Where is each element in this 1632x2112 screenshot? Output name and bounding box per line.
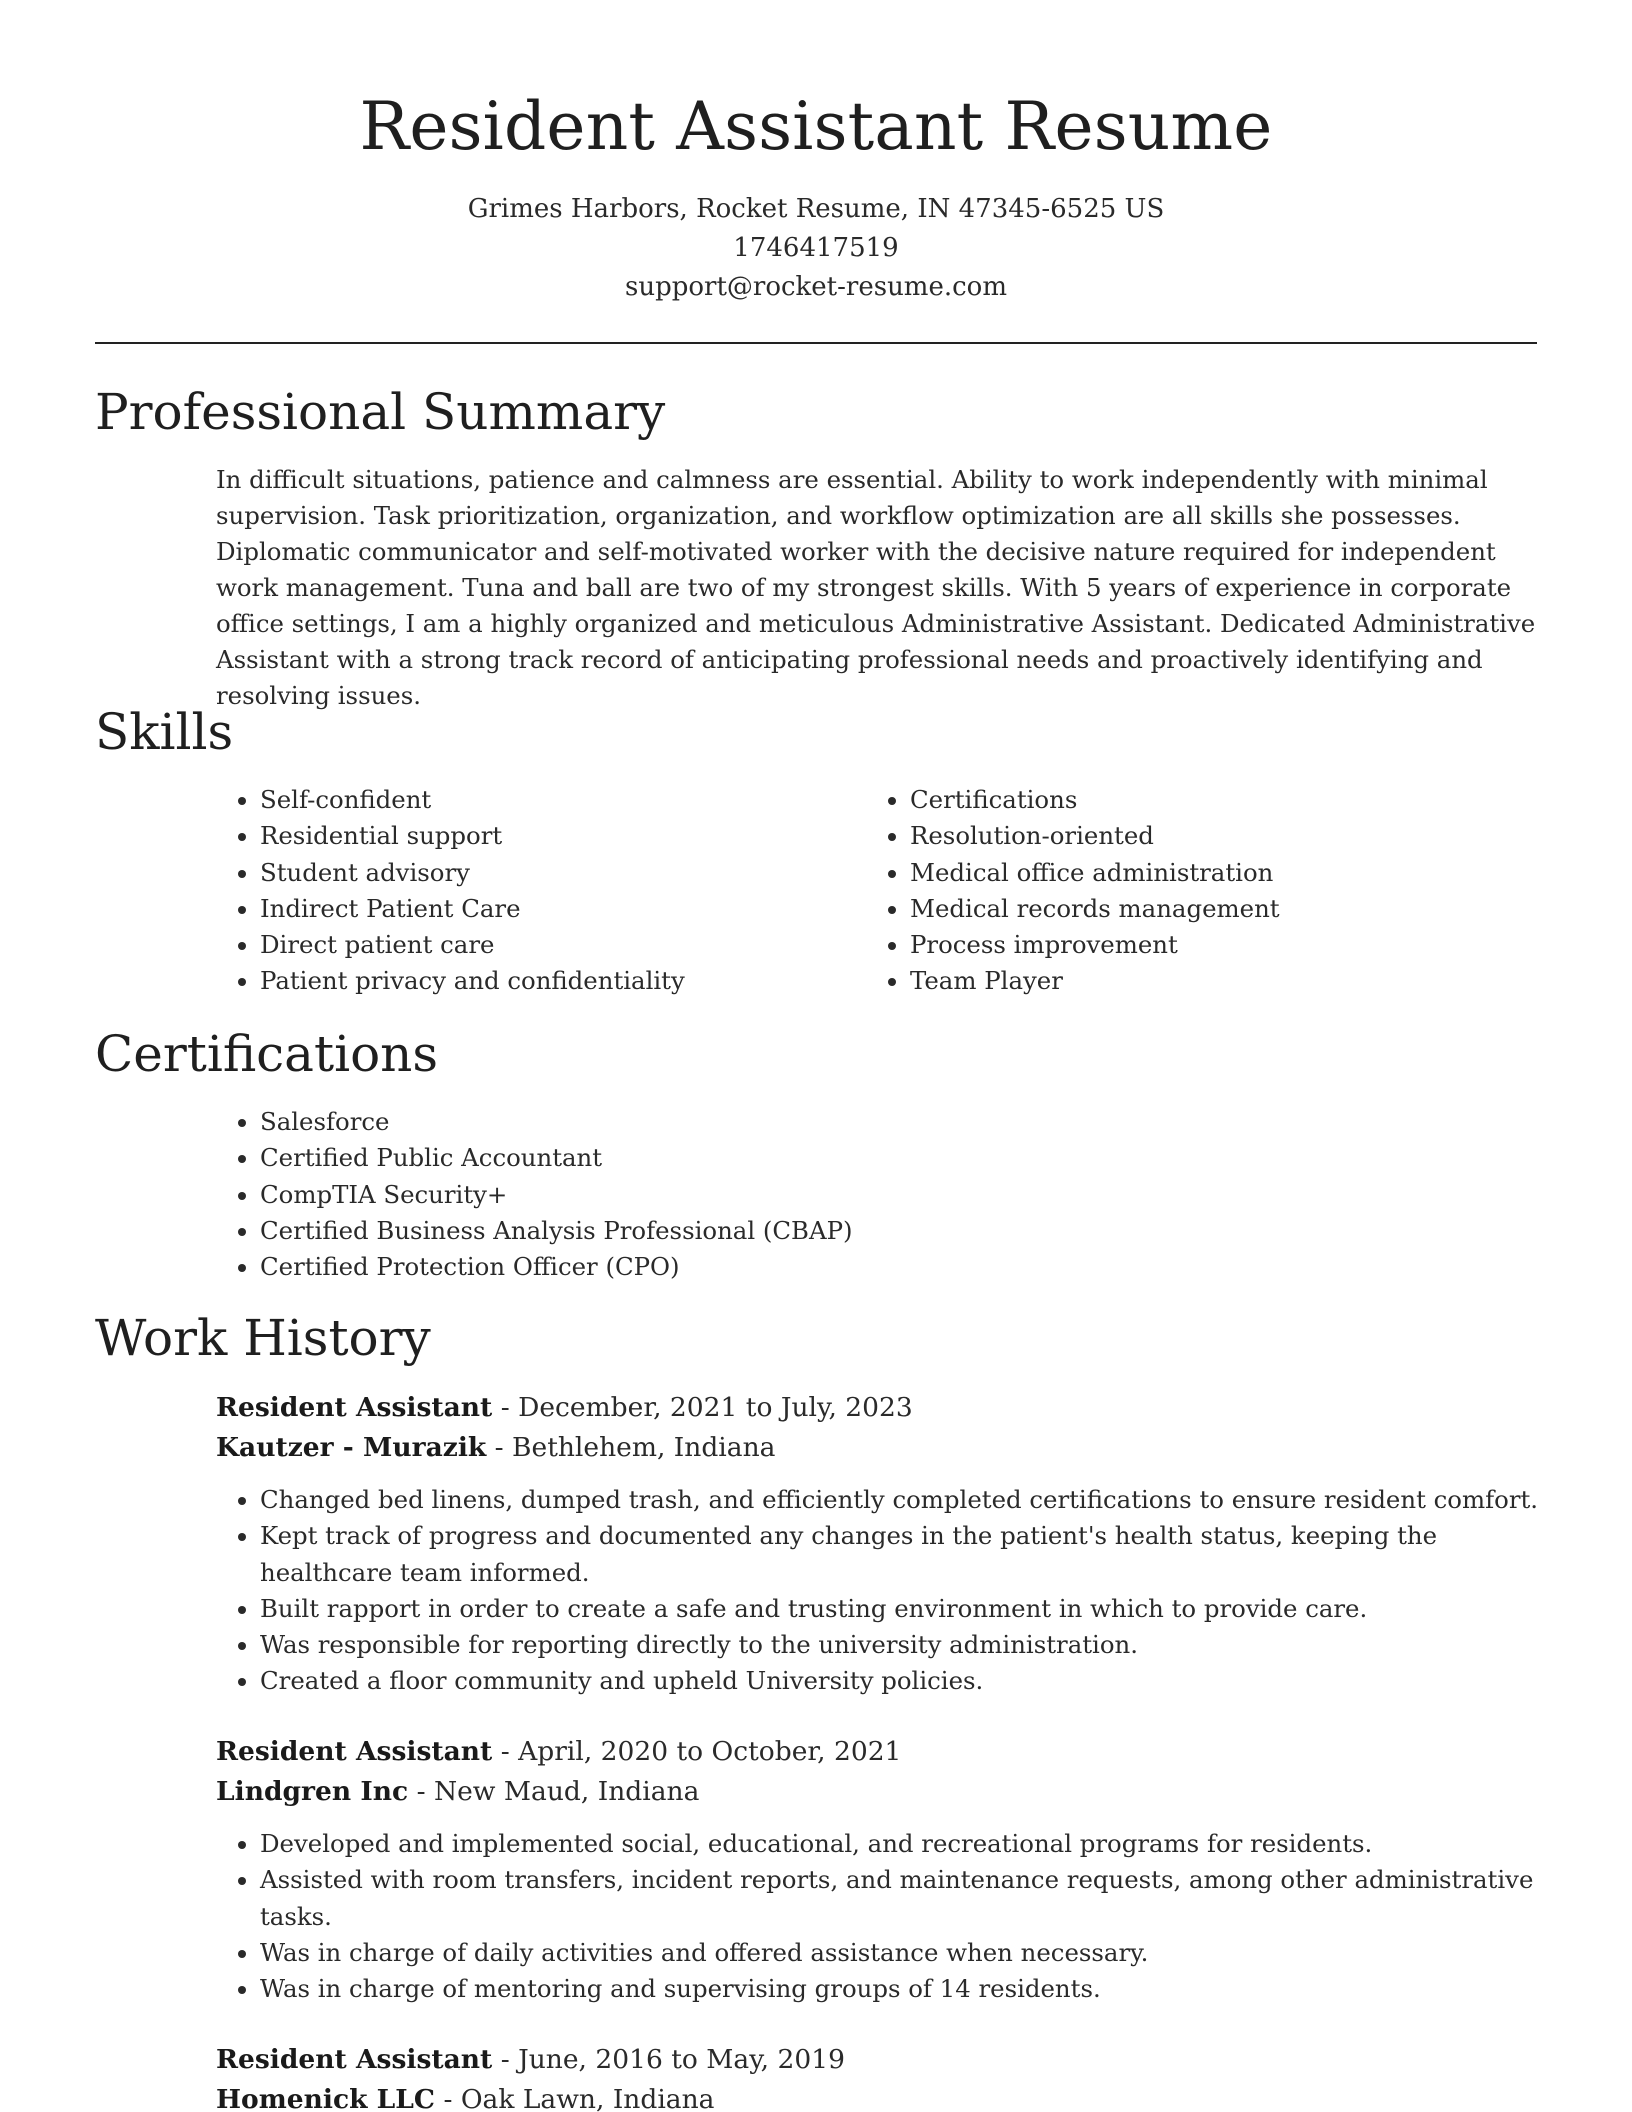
skills-list: [216, 782, 1542, 1000]
job-duty-item: • Changed bed linens, dumped trash, and efficiently completed certifications to ensure resident comfort.: [260, 1482, 1542, 1518]
job-duty-item: • Was in charge of daily activities and offered assistance when necessary.: [260, 1935, 1542, 1971]
job-dates: - April, 2020 to October, 2021: [492, 1736, 902, 1767]
summary-heading: Professional Summary: [95, 383, 666, 441]
job-company: Homenick LLC: [216, 2084, 436, 2112]
skill-item: • Patient privacy and confidentiality: [260, 963, 866, 999]
job-duty-item: • Assisted with room transfers, incident reports, and maintenance requests, among other administrative tasks.: [260, 1862, 1542, 1935]
job-duty-item: • Was responsible for reporting directly to the university administration.: [260, 1627, 1542, 1663]
job-company-line: [216, 1772, 1542, 1812]
email-text: support@rocket-resume.com: [624, 272, 1007, 302]
skills-heading: Skills: [95, 703, 234, 761]
phone-text: 1746417519: [733, 233, 899, 263]
job-duties: [216, 1826, 1542, 2007]
job-dates: - June, 2016 to May, 2019: [492, 2044, 845, 2075]
skill-item: • Medical records management: [910, 891, 1516, 927]
skill-item: • Process improvement: [910, 927, 1516, 963]
header-divider: [95, 342, 1537, 344]
job-duty-item: • Was in charge of mentoring and supervising groups of 14 residents.: [260, 1971, 1542, 2007]
certification-item: • Certified Protection Officer (CPO): [260, 1249, 1542, 1285]
skill-item: • Resolution-oriented: [910, 818, 1516, 854]
summary-text: In difficult situations, patience and calmness are essential. Ability to work independently with minimal supervision. Task prioritization, organization, and workflow optimization are all skills she possesses. Diplomatic communicator and self-motivated worker with the decisive nature required for independent work management. Tuna and ball are two of my strongest skills. With 5 years of experience in corporate office settings, I am a highly organized and meticulous Administrative Assistant. Dedicated Administrative Assistant with a strong track record of anticipating professional needs and proactively identifying and resolving issues.: [216, 465, 1536, 710]
certifications-heading: Certifications: [95, 1025, 439, 1083]
skill-item: • Residential support: [260, 818, 866, 854]
job-company-line: [216, 1428, 1542, 1468]
job-entry: [216, 1732, 1542, 2007]
job-entry: [216, 1388, 1542, 1700]
skill-item: • Student advisory: [260, 855, 866, 891]
skill-item: • Medical office administration: [910, 855, 1516, 891]
job-dates: - December, 2021 to July, 2023: [492, 1392, 913, 1423]
address-text: Grimes Harbors, Rocket Resume, IN 47345-6525 US: [467, 194, 1165, 224]
job-company-line: [216, 2080, 1542, 2112]
skill-item: • Self-confident: [260, 782, 866, 818]
skill-item: • Certifications: [910, 782, 1516, 818]
job-duty-item: • Kept track of progress and documented any changes in the patient's health status, keeping the healthcare team informed.: [260, 1518, 1542, 1591]
job-role: Resident Assistant: [216, 1736, 493, 1767]
job-duty-item: • Developed and implemented social, educational, and recreational programs for residents.: [260, 1826, 1542, 1862]
job-duty-item: • Built rapport in order to create a safe and trusting environment in which to provide care.: [260, 1591, 1542, 1627]
certification-item: • Certified Public Accountant: [260, 1140, 1542, 1176]
certifications-list: [216, 1104, 1542, 1285]
job-title-line: [216, 2040, 1542, 2080]
job-role: Resident Assistant: [216, 1392, 493, 1423]
skills-column-left: [216, 782, 866, 1000]
job-location: - New Maud, Indiana: [408, 1776, 700, 1807]
job-entry: [216, 2040, 1542, 2112]
job-duties: [216, 1482, 1542, 1700]
job-company: Lindgren Inc: [216, 1776, 409, 1807]
skill-item: • Indirect Patient Care: [260, 891, 866, 927]
job-title-line: [216, 1732, 1542, 1772]
certification-item: • CompTIA Security+: [260, 1177, 1542, 1213]
job-role: Resident Assistant: [216, 2044, 493, 2075]
job-company: Kautzer - Murazik: [216, 1432, 487, 1463]
skills-column-right: [866, 782, 1516, 1000]
job-location: - Bethlehem, Indiana: [486, 1432, 776, 1463]
certification-item: • Salesforce: [260, 1104, 1542, 1140]
contact-info: [0, 190, 1632, 307]
work-history-heading: Work History: [95, 1309, 431, 1367]
resume-header: [0, 0, 1632, 307]
skill-item: • Team Player: [910, 963, 1516, 999]
job-duty-item: • Created a floor community and upheld University policies.: [260, 1663, 1542, 1699]
resume-title: Resident Assistant Resume: [359, 88, 1273, 165]
job-title-line: [216, 1388, 1542, 1428]
skill-item: • Direct patient care: [260, 927, 866, 963]
certification-item: • Certified Business Analysis Professional (CBAP): [260, 1213, 1542, 1249]
job-location: - Oak Lawn, Indiana: [435, 2084, 715, 2112]
